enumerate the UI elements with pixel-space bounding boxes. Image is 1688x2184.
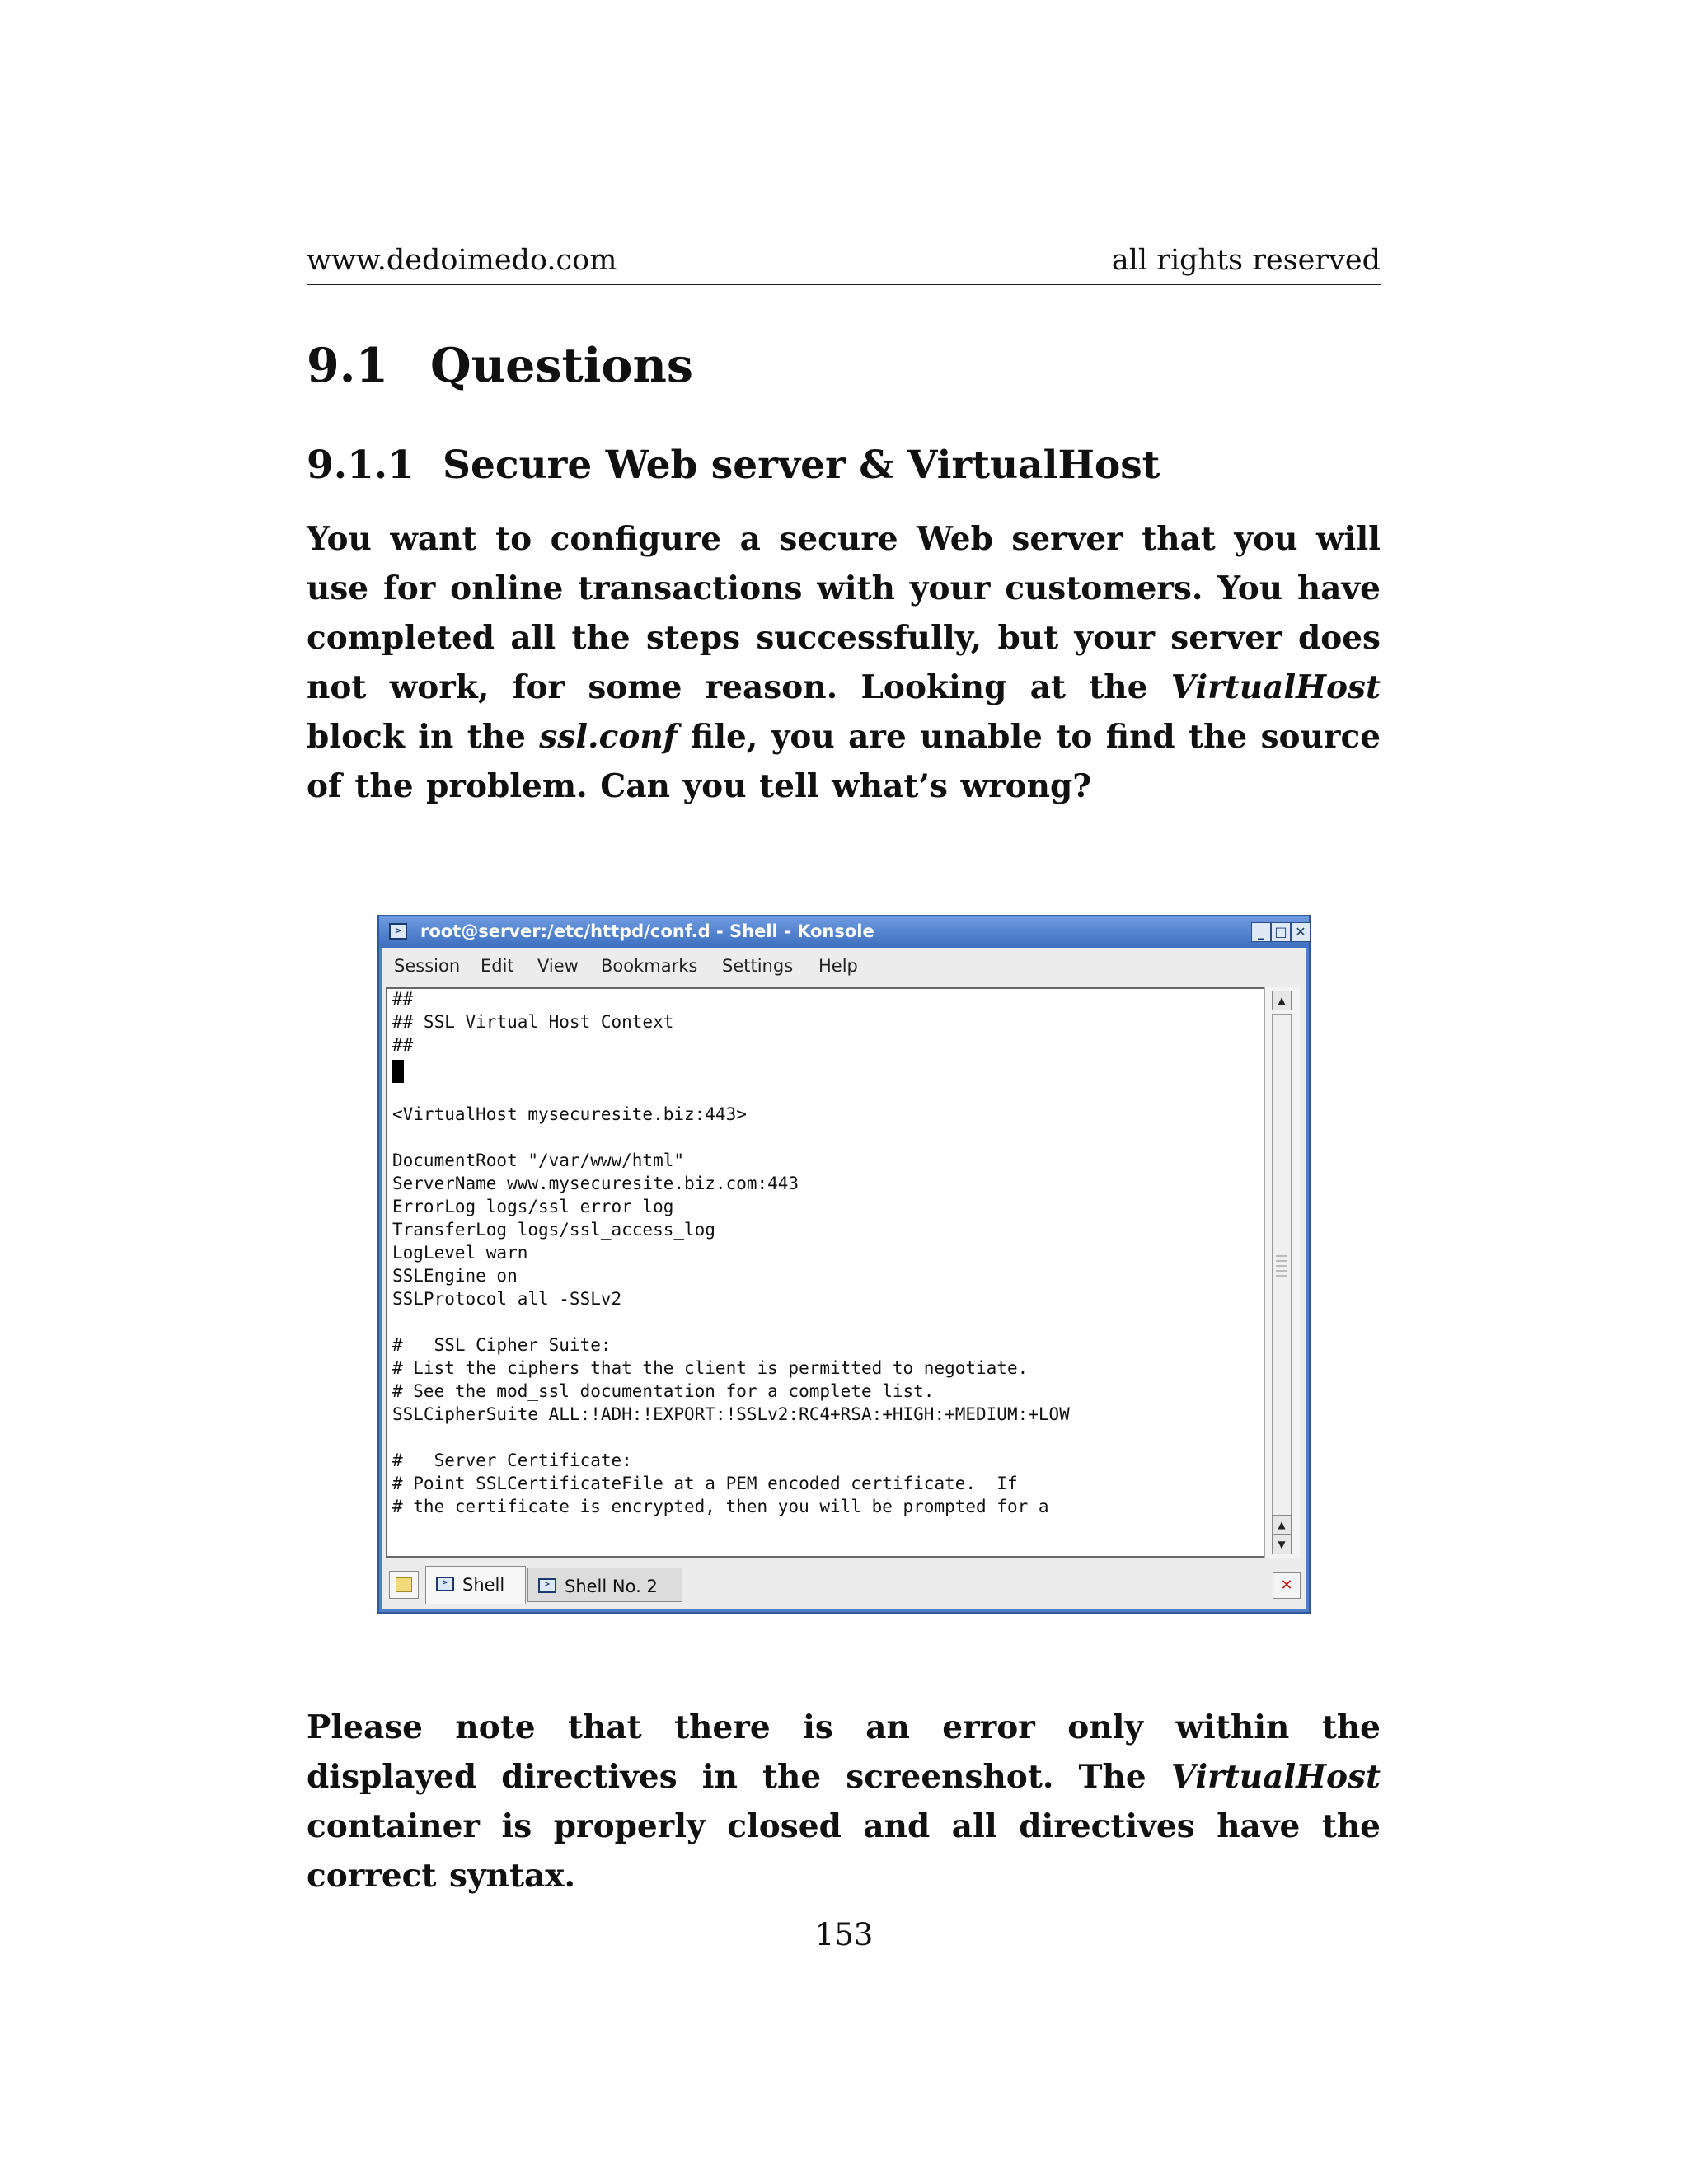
terminal-line: # Server Certificate: <box>392 1451 632 1470</box>
subsection-title: Secure Web server & VirtualHost <box>443 443 1160 488</box>
maximize-button[interactable]: □ <box>1271 922 1291 942</box>
running-header <box>307 244 1381 285</box>
header-site-url: www.dedoimedo.com <box>307 244 617 277</box>
terminal-line: # List the ciphers that the client is permitted to negotiate. <box>392 1358 1029 1378</box>
terminal-line: DocumentRoot "/var/www/html" <box>392 1151 685 1170</box>
menu-bookmarks[interactable]: Bookmarks <box>601 956 698 976</box>
ssl-conf-term: ssl.conf <box>539 718 678 756</box>
virtualhost-term: VirtualHost <box>1170 668 1381 706</box>
close-button[interactable]: ✕ <box>1291 922 1311 942</box>
virtualhost-term: VirtualHost <box>1170 1758 1381 1796</box>
session-tab-bar <box>382 1563 1306 1609</box>
section-title: Questions <box>430 338 693 393</box>
terminal-icon: > <box>389 923 407 940</box>
subsection-number: 9.1.1 <box>307 443 415 488</box>
tab-label: Shell No. 2 <box>565 1577 658 1596</box>
terminal-area <box>382 984 1306 1563</box>
question-paragraph: You want to configure a secure Web server that you will use for online transactions with your customers. You have completed all the steps successfully, but your server does not work, for some reason. Looking at the VirtualHost block in the ssl.conf file, you are unable to find the source of the problem. Can you tell what’s wrong? <box>307 520 1381 805</box>
terminal-line: ## SSL Virtual Host Context <box>392 1012 674 1032</box>
text-cursor <box>392 1060 404 1083</box>
subsection-heading <box>307 443 1160 488</box>
terminal-line: SSLEngine on <box>392 1266 518 1286</box>
terminal-icon: > <box>436 1577 454 1591</box>
terminal-line: LogLevel warn <box>392 1243 528 1263</box>
scroll-track[interactable] <box>1272 1014 1292 1521</box>
terminal-line: <VirtualHost mysecuresite.biz:443> <box>392 1104 747 1124</box>
terminal-line: ServerName www.mysecuresite.biz.com:443 <box>392 1174 799 1193</box>
terminal-line: # the certificate is encrypted, then you will be prompted for a <box>392 1497 1049 1516</box>
menu-settings[interactable]: Settings <box>722 956 794 976</box>
close-session-button[interactable]: ✕ <box>1273 1572 1301 1599</box>
terminal-line: # SSL Cipher Suite: <box>392 1335 612 1355</box>
scroll-up-button-lower[interactable]: ▲ <box>1272 1515 1292 1535</box>
terminal-line: # Point SSLCertificateFile at a PEM encoded certificate. If <box>392 1474 1018 1493</box>
scroll-down-button[interactable]: ▼ <box>1272 1535 1292 1554</box>
menu-help[interactable]: Help <box>818 956 858 976</box>
konsole-window <box>377 915 1311 1614</box>
menu-view[interactable]: View <box>537 956 579 976</box>
menu-session[interactable]: Session <box>394 956 461 976</box>
header-rights: all rights reserved <box>1111 244 1381 277</box>
menu-edit[interactable]: Edit <box>481 956 514 976</box>
page-number: 153 <box>814 1917 874 1952</box>
tab-shell[interactable] <box>425 1566 526 1604</box>
terminal-icon: > <box>538 1578 556 1593</box>
scroll-up-button[interactable]: ▲ <box>1272 991 1292 1010</box>
vertical-scrollbar[interactable] <box>1264 987 1300 1558</box>
section-number: 9.1 <box>307 338 389 393</box>
new-session-icon <box>396 1577 412 1592</box>
terminal-line: ## <box>392 989 414 1009</box>
window-title: root@server:/etc/httpd/conf.d - Shell - Konsole <box>420 921 874 941</box>
terminal-line: # See the mod_ssl documentation for a complete list. <box>392 1381 935 1401</box>
note-paragraph: Please note that there is an error only within the displayed directives in the screenshot. The VirtualHost container is properly closed and all directives have the correct syntax. <box>307 1708 1381 1895</box>
terminal-line: SSLCipherSuite ALL:!ADH:!EXPORT:!SSLv2:RC4+RSA:+HIGH:+MEDIUM:+LOW <box>392 1404 1070 1424</box>
terminal-output[interactable] <box>386 987 1264 1558</box>
menu-bar <box>382 948 1306 984</box>
terminal-line: ## <box>392 1035 414 1055</box>
window-titlebar[interactable] <box>379 916 1309 948</box>
new-session-button[interactable] <box>389 1571 419 1599</box>
tab-shell-no-2[interactable] <box>528 1568 682 1602</box>
tab-label: Shell <box>462 1575 505 1595</box>
minimize-button[interactable]: _ <box>1251 922 1271 942</box>
scroll-grip-icon[interactable] <box>1276 1255 1287 1280</box>
terminal-line: ErrorLog logs/ssl_error_log <box>392 1197 674 1216</box>
section-heading <box>307 338 693 393</box>
terminal-line: SSLProtocol all -SSLv2 <box>392 1289 622 1309</box>
terminal-line: TransferLog logs/ssl_access_log <box>392 1220 715 1240</box>
